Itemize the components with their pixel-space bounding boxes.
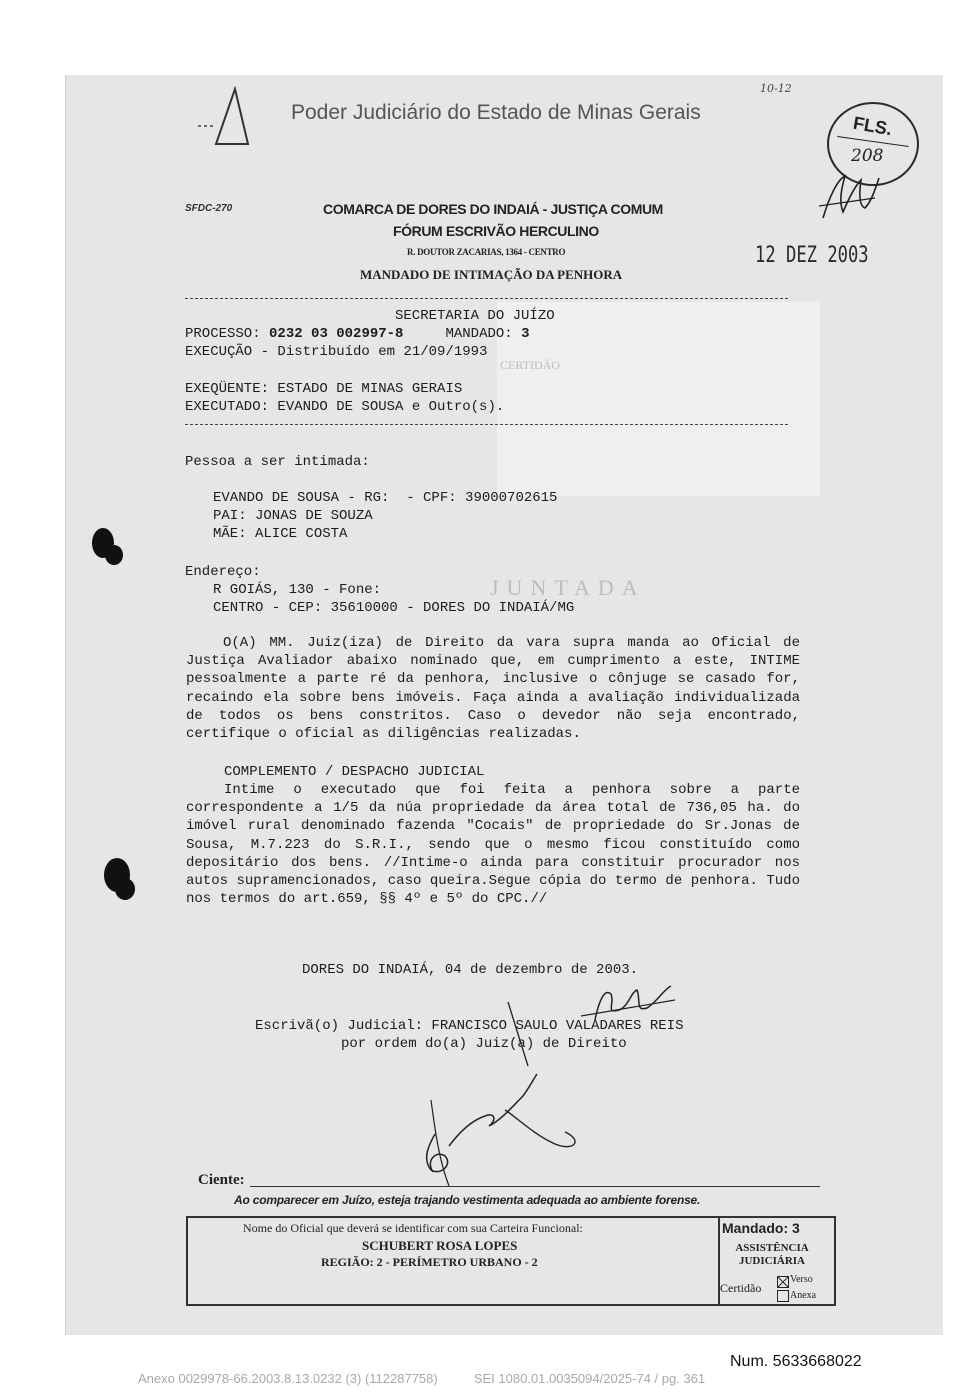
address-heading: Endereço: — [185, 564, 261, 580]
anexa-label: Anexa — [790, 1290, 817, 1301]
person-heading: Pessoa a ser intimada: — [185, 454, 370, 470]
person-mother: MÃE: ALICE COSTA — [213, 526, 348, 542]
footer-num: Num. 5633668022 — [730, 1353, 862, 1370]
form-code: SFDC-270 — [185, 203, 233, 214]
folio-initials-signature — [815, 168, 885, 228]
document-title: MANDADO DE INTIMAÇÃO DA PENHORA — [360, 267, 623, 282]
address-line-2: CENTRO - CEP: 35610000 - DORES DO INDAIÁ/MG — [213, 600, 575, 616]
folio-number: 208 — [851, 146, 884, 166]
verso-label: Verso — [790, 1274, 813, 1285]
order-line: por ordem do(a) Juiz(a) de Direito — [341, 1036, 627, 1052]
assistencia-label: ASSISTÊNCIA JUDICIÁRIA — [735, 1242, 809, 1267]
recipient-signature — [405, 1060, 595, 1190]
exequente-line: EXEQÜENTE: ESTADO DE MINAS GERAIS — [185, 381, 463, 397]
attire-notice: Ao comparecer em Juízo, esteja trajando vestimenta adequada ao ambiente forense. — [234, 1193, 701, 1207]
person-father: PAI: JONAS DE SOUZA — [213, 508, 373, 524]
mandado-label: MANDADO: — [445, 326, 513, 342]
agency-title: Poder Judiciário do Estado de Minas Gerais — [291, 101, 701, 124]
court-name: COMARCA DE DORES DO INDAIÁ - JUSTIÇA COMUM — [323, 201, 663, 217]
folio-stamp-label: FLS. — [851, 112, 894, 140]
place-date: DORES DO INDAIÁ, 04 de dezembro de 2003. — [302, 962, 639, 978]
processo-line — [185, 325, 530, 343]
officer-instruction: Nome do Oficial que deverá se identificar com sua Carteira Funcional: — [243, 1221, 583, 1235]
secretaria-heading: SECRETARIA DO JUÍZO — [395, 308, 555, 324]
forum-address: R. DOUTOR ZACARIAS, 1364 - CENTRO — [407, 247, 566, 257]
despacho-paragraph: Intime o executado que foi feita a penhora sobre a parte correspondente a 1/5 da núa propriedade da área total de 736,05 ha. do imóvel rural denominado fazenda "Cocais" de propriedade do Sr.Jonas de Sousa, M.7.223 do S.R.I., sendo que o mesmo ficou constituído como depositário dos bens. //Intime-o ainda para constituir procurador nos autos supramencionados, caso queira.Segue cópia do termo de penhora. Tudo nos termos do art.659, §§ 4º e 5º do CPC.// — [186, 782, 800, 908]
officer-mandado: Mandado: 3 — [722, 1220, 800, 1236]
officer-name: SCHUBERT ROSA LOPES — [362, 1238, 518, 1253]
corner-handwritten-note: 10-12 — [760, 82, 792, 95]
forum-name: FÓRUM ESCRIVÃO HERCULINO — [393, 223, 599, 239]
order-paragraph: O(A) MM. Juiz(iza) de Direito da vara supra manda ao Oficial de Justiça Avaliador abaixo nominado que, em cumprimento a este, INTIME pessoalmente a parte ré da penhora, inclusive o cônjuge se casado for, recaindo ela sobre bens imóveis. Faça ainda a avaliação individualizada de todos os bens constritos. Caso o devedor não seja encontrado, certifique o oficial as diligências realizadas. — [186, 635, 800, 743]
address-line-1: R GOIÁS, 130 - Fone: — [213, 582, 382, 598]
mandado-number: 3 — [521, 326, 530, 342]
date-stamp: 12 DEZ 2003 — [755, 243, 869, 268]
executado-line: EXECUTADO: EVANDO DE SOUSA e Outro(s). — [185, 399, 505, 415]
officer-region: REGIÃO: 2 - PERÍMETRO URBANO - 2 — [321, 1255, 538, 1269]
ciente-label: Ciente: — [198, 1172, 245, 1188]
court-logo-icon — [190, 86, 260, 152]
complemento-heading: COMPLEMENTO / DESPACHO JUDICIAL — [224, 764, 485, 780]
checkmark-icon — [777, 1276, 789, 1288]
background-juntada-stamp: JUNTADA — [490, 575, 646, 600]
footer-reference: Anexo 0029978-66.2003.8.13.0232 (3) (112287758) SEI 1080.01.0035094/2025-74 / pg. 361 — [138, 1371, 706, 1386]
certidao-label: Certidão — [720, 1281, 762, 1295]
verso-checkbox[interactable] — [777, 1276, 789, 1288]
clerk-line: Escrivã(o) Judicial: FRANCISCO SAULO VALADARES REIS — [255, 1018, 684, 1034]
label-background — [497, 302, 820, 496]
background-certidao-stamp: CERTIDÃO — [500, 358, 560, 372]
processo-number: 0232 03 002997-8 — [269, 326, 404, 342]
execucao-line: EXECUÇÃO - Distribuído em 21/09/1993 — [185, 344, 488, 360]
anexa-checkbox[interactable] — [777, 1290, 789, 1302]
processo-label: PROCESSO: — [185, 326, 261, 342]
person-name-line: EVANDO DE SOUSA - RG: - CPF: 39000702615 — [213, 490, 558, 506]
